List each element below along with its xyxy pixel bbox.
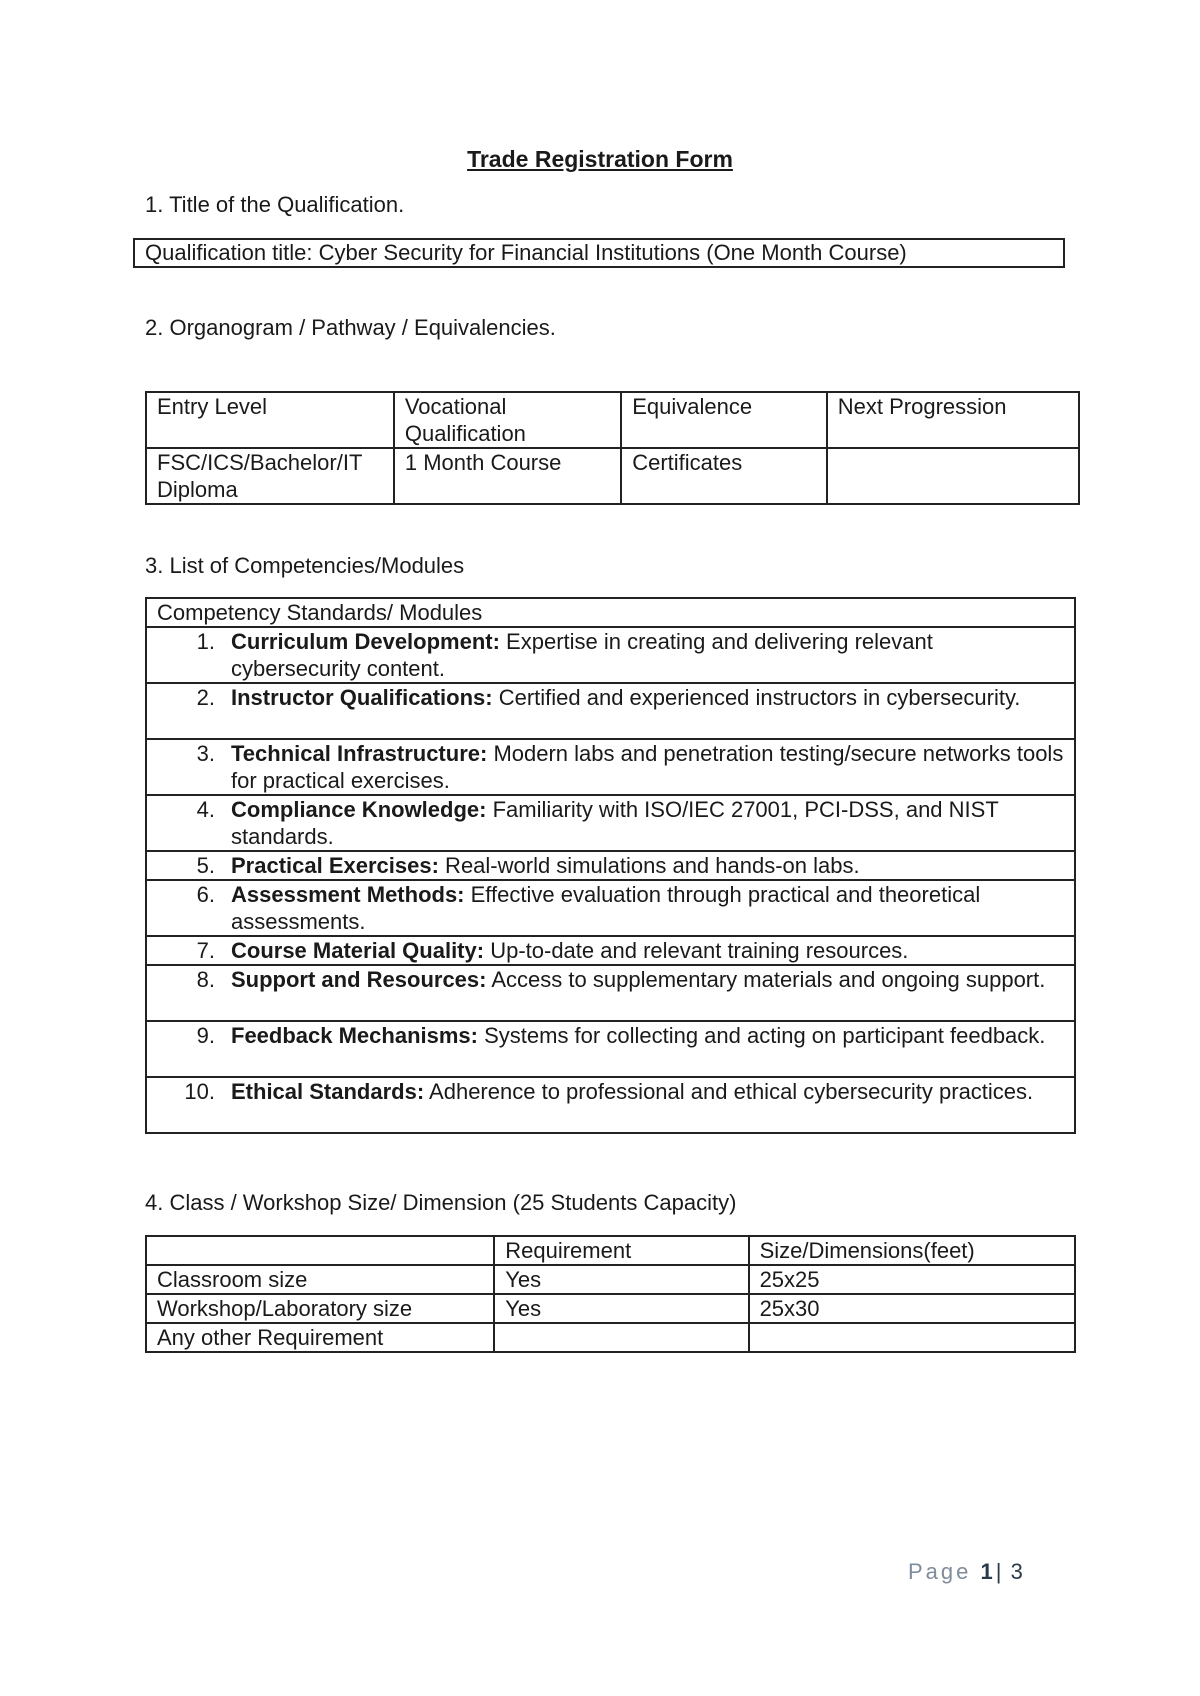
item-term: Compliance Knowledge: xyxy=(231,797,487,822)
table-cell: Any other Requirement xyxy=(146,1323,494,1352)
organogram-table xyxy=(145,391,1080,505)
table-cell: Workshop/Laboratory size xyxy=(146,1294,494,1323)
header-cell xyxy=(146,1236,494,1265)
competency-item xyxy=(146,683,1075,739)
table-header-row xyxy=(146,392,1079,448)
item-term: Assessment Methods: xyxy=(231,882,465,907)
table-row xyxy=(146,1265,1075,1294)
item-number: 9. xyxy=(196,1023,215,1048)
competency-item xyxy=(146,936,1075,965)
page-label: Page xyxy=(908,1559,972,1584)
item-description: Adherence to professional and ethical cybersecurity practices. xyxy=(424,1079,1034,1104)
item-term: Curriculum Development: xyxy=(231,629,500,654)
item-number: 6. xyxy=(196,882,215,907)
table-row xyxy=(146,880,1075,936)
competency-item xyxy=(146,965,1075,1021)
item-term: Technical Infrastructure: xyxy=(231,741,488,766)
table-row xyxy=(146,683,1075,739)
table-cell: Certificates xyxy=(621,448,827,504)
competency-item xyxy=(146,795,1075,851)
table-row xyxy=(146,627,1075,683)
item-term: Practical Exercises: xyxy=(231,853,439,878)
item-term: Support and Resources: xyxy=(231,967,487,992)
page-separator: | xyxy=(995,1559,1002,1584)
item-number: 8. xyxy=(196,967,215,992)
item-number: 7. xyxy=(196,938,215,963)
item-number: 1. xyxy=(196,629,215,654)
section-2-heading: 2. Organogram / Pathway / Equivalencies. xyxy=(145,315,556,340)
table-cell xyxy=(749,1323,1075,1352)
item-description: Systems for collecting and acting on participant feedback. xyxy=(477,1023,1046,1048)
table-cell: FSC/ICS/Bachelor/IT Diploma xyxy=(146,448,394,504)
page-footer xyxy=(908,1559,1023,1585)
qualification-title-table xyxy=(133,238,1065,268)
table-cell: 1 Month Course xyxy=(394,448,621,504)
table-row xyxy=(146,1294,1075,1323)
table-cell: 25x25 xyxy=(749,1265,1075,1294)
header-cell: Competency Standards/ Modules xyxy=(146,598,1075,627)
table-row xyxy=(146,1021,1075,1077)
table-cell: Classroom size xyxy=(146,1265,494,1294)
document-title: Trade Registration Form xyxy=(467,146,733,172)
competency-item xyxy=(146,880,1075,936)
class-workshop-table xyxy=(145,1235,1076,1353)
table-row xyxy=(146,1323,1075,1352)
item-term: Ethical Standards: xyxy=(231,1079,425,1104)
item-term: Feedback Mechanisms: xyxy=(231,1023,478,1048)
competency-item xyxy=(146,627,1075,683)
competency-item xyxy=(146,851,1075,880)
table-header-row xyxy=(146,598,1075,627)
table-row xyxy=(146,965,1075,1021)
competency-item xyxy=(146,739,1075,795)
item-term: Course Material Quality: xyxy=(231,938,485,963)
header-cell: Equivalence xyxy=(621,392,827,448)
item-number: 10. xyxy=(184,1079,215,1104)
item-description: Real-world simulations and hands-on labs. xyxy=(438,853,860,878)
item-number: 5. xyxy=(196,853,215,878)
table-cell: 25x30 xyxy=(749,1294,1075,1323)
item-term: Instructor Qualifications: xyxy=(231,685,493,710)
item-description: Expertise in creating and delivering relevant cybersecurity content. xyxy=(231,629,933,681)
table-cell: Yes xyxy=(494,1265,748,1294)
item-number: 4. xyxy=(196,797,215,822)
table-row xyxy=(146,739,1075,795)
item-description: Modern labs and penetration testing/secure networks tools for practical exercises. xyxy=(231,741,1064,793)
table-cell: Yes xyxy=(494,1294,748,1323)
competency-item xyxy=(146,1077,1075,1133)
item-description: Certified and experienced instructors in cybersecurity. xyxy=(492,685,1021,710)
table-row xyxy=(146,936,1075,965)
item-description: Up-to-date and relevant training resources. xyxy=(484,938,909,963)
section-3-heading: 3. List of Competencies/Modules xyxy=(145,553,465,578)
header-cell: Vocational Qualification xyxy=(394,392,621,448)
section-4-heading: 4. Class / Workshop Size/ Dimension (25 Students Capacity) xyxy=(145,1190,737,1215)
item-description: Effective evaluation through practical and theoretical assessments. xyxy=(231,882,981,934)
item-description: Familiarity with ISO/IEC 27001, PCI-DSS, and NIST standards. xyxy=(231,797,999,849)
table-row xyxy=(146,1077,1075,1133)
competencies-table xyxy=(145,597,1076,1134)
item-description: Access to supplementary materials and ongoing support. xyxy=(486,967,1046,992)
table-row xyxy=(146,448,1079,504)
header-cell: Entry Level xyxy=(146,392,394,448)
competency-item xyxy=(146,1021,1075,1077)
item-number: 2. xyxy=(196,685,215,710)
table-row xyxy=(134,239,1064,267)
section-1-heading: 1. Title of the Qualification. xyxy=(145,192,405,217)
qualification-title-cell: Qualification title: Cyber Security for Financial Institutions (One Month Course) xyxy=(134,239,1064,267)
header-cell: Size/Dimensions(feet) xyxy=(749,1236,1075,1265)
header-cell: Requirement xyxy=(494,1236,748,1265)
page-total: 3 xyxy=(1010,1559,1023,1584)
item-number: 3. xyxy=(196,741,215,766)
table-row xyxy=(146,851,1075,880)
table-header-row xyxy=(146,1236,1075,1265)
table-cell xyxy=(494,1323,748,1352)
table-cell xyxy=(827,448,1079,504)
page-number: 1 xyxy=(980,1559,996,1584)
header-cell: Next Progression xyxy=(827,392,1079,448)
table-row xyxy=(146,795,1075,851)
